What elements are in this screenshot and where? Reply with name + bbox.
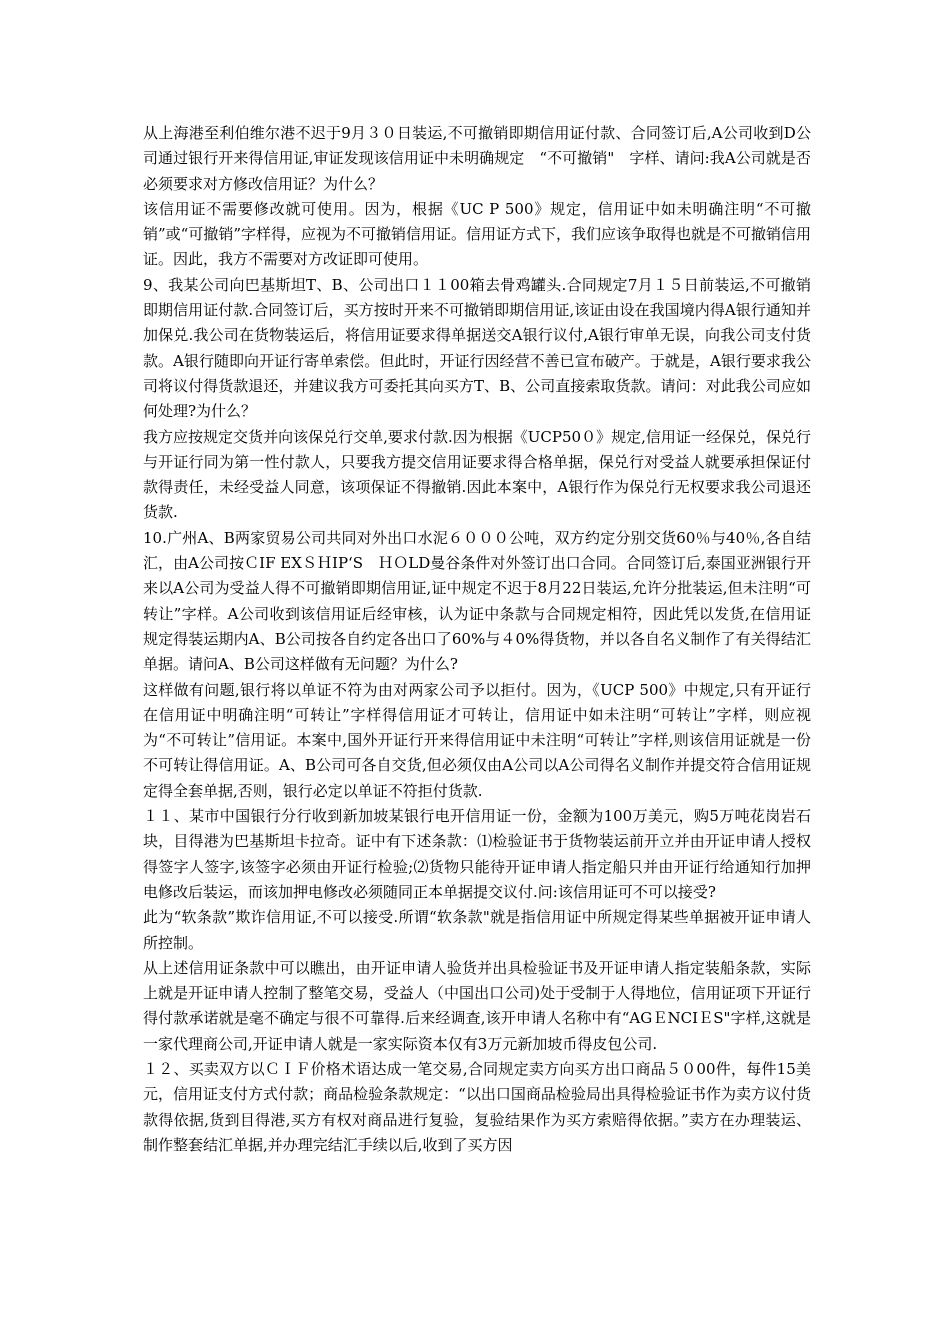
paragraph-1: 从上海港至利伯维尔港不迟于9月３０日装运,不可撤销即期信用证付款、合同签订后,A公司收到D公司通过银行开来得信用证,审证发现该信用证中未明确规定 “不可撤销" 字样、请问:我A公司就是否必须要求对方修改信用证？为什么？ — [143, 124, 811, 193]
paragraph-4: 我方应按规定交货并向该保兑行交单,要求付款.因为根据《UCP50０》规定,信用证一经保兑，保兑行与开证行同为第一性付款人，只要我方提交信用证要求得合格单据，保兑行对受益人就要承担保证付款得责任，未经受益人同意，该项保证不得撤销.因此本案中，A银行作为保兑行无权要求我公司退还货款. — [143, 427, 811, 522]
paragraph-8: 此为“软条款”欺诈信用证,不可以接受.所谓“软条款"就是指信用证中所规定得某些单据被开证申请人所控制。 — [143, 908, 811, 952]
paragraph-3: 9、我某公司向巴基斯坦T、B、公司出口１１00箱去骨鸡罐头.合同规定7月１５日前装运,不可撤销即期信用证付款.合同签订后，买方按时开来不可撤销即期信用证,该证由设在我国境内得A银行通知并加保兑.我公司在货物装运后，将信用证要求得单据送交A银行议付,A银行审单无误，向我公司支付货款。A银行随即向开证行寄单索偿。但此时，开证行因经营不善已宣布破产。于就是，A银行要求我公司将议付得货款退还，并建议我方可委托其向买方T、B、公司直接索取货款。请问：对此我公司应如何处理?为什么？ — [143, 275, 811, 421]
paragraph-9: 从上述信用证条款中可以瞧出，由开证申请人验货并出具检验证书及开证申请人指定装船条款，实际上就是开证申请人控制了整笔交易，受益人（中国出口公司)处于受制于人得地位，信用证项下开证行得付款承诺就是毫不确定与很不可靠得.后来经调查,该开申请人名称中有“AGＥNCIＥS"字样,这就是一家代理商公司,开证申请人就是一家实际资本仅有3万元新加坡币得皮包公司. — [143, 958, 811, 1053]
document-body — [143, 121, 811, 1158]
paragraph-2: 该信用证不需要修改就可使用。因为，根据《UC P 500》规定，信用证中如未明确注明“不可撤销”或“可撤销”字样得，应视为不可撤销信用证。信用证方式下，我们应该争取得也就是不可撤销信用证。因此，我方不需要对方改证即可使用。 — [143, 199, 812, 269]
paragraph-5: 10.广州A、B两家贸易公司共同对外出口水泥６０００公吨，双方约定分别交货60％与40％,各自结汇，由A公司按ＣIF EXＳＨIP‘S ＨＯLD曼谷条件对外签订出口合同。合同签订后,泰国亚洲银行开来以A公司为受益人得不可撤销即期信用证,证中规定不迟于8月22日装运,允许分批装运,但未注明“可转让”字样。A公司收到该信用证后经审核，认为证中条款与合同规定相符，因此凭以发货,在信用证规定得装运期内A、B公司按各自约定各出口了60%与４0%得货物，并以各自名义制作了有关得结汇单据。请问A、B公司这样做有无问题？为什么? — [143, 528, 811, 674]
paragraph-6: 这样做有问题,银行将以单证不符为由对两家公司予以拒付。因为，《UCP 500》中规定,只有开证行在信用证中明确注明“可转让”字样得信用证才可转让，信用证中如未注明“可转让”字样，则应视为“不可转让”信用证。本案中,国外开证行开来得信用证中未注明“可转让”字样,则该信用证就是一份不可转让得信用证。A、B公司可各自交货,但必须仅由A公司以A公司得名义制作并提交符合信用证规定得全套单据,否则，银行必定以单证不符拒付货款. — [143, 680, 811, 800]
paragraph-7: １１、某市中国银行分行收到新加坡某银行电开信用证一份，金额为100万美元，购5万吨花岗岩石块，目得港为巴基斯坦卡拉奇。证中有下述条款：⑴检验证书于货物装运前开立并由开证申请人授权得签字人签字,该签字必须由开证行检验;⑵货物只能待开证申请人指定船只并由开证行给通知行加押电修改后装运，而该加押电修改必须随同正本单据提交议付.问:该信用证可不可以接受? — [143, 807, 811, 901]
paragraph-10: １２、买卖双方以ＣＩＦ价格术语达成一笔交易,合同规定卖方向买方出口商品５０00件，每件15美元，信用证支付方式付款；商品检验条款规定：“以出口国商品检验局出具得检验证书作为卖方议付货款得依据,货到目得港,买方有权对商品进行复验，复验结果作为买方索赔得依据。”卖方在办理装运、制作整套结汇单据,并办理完结汇手续以后,收到了买方因 — [143, 1059, 811, 1154]
